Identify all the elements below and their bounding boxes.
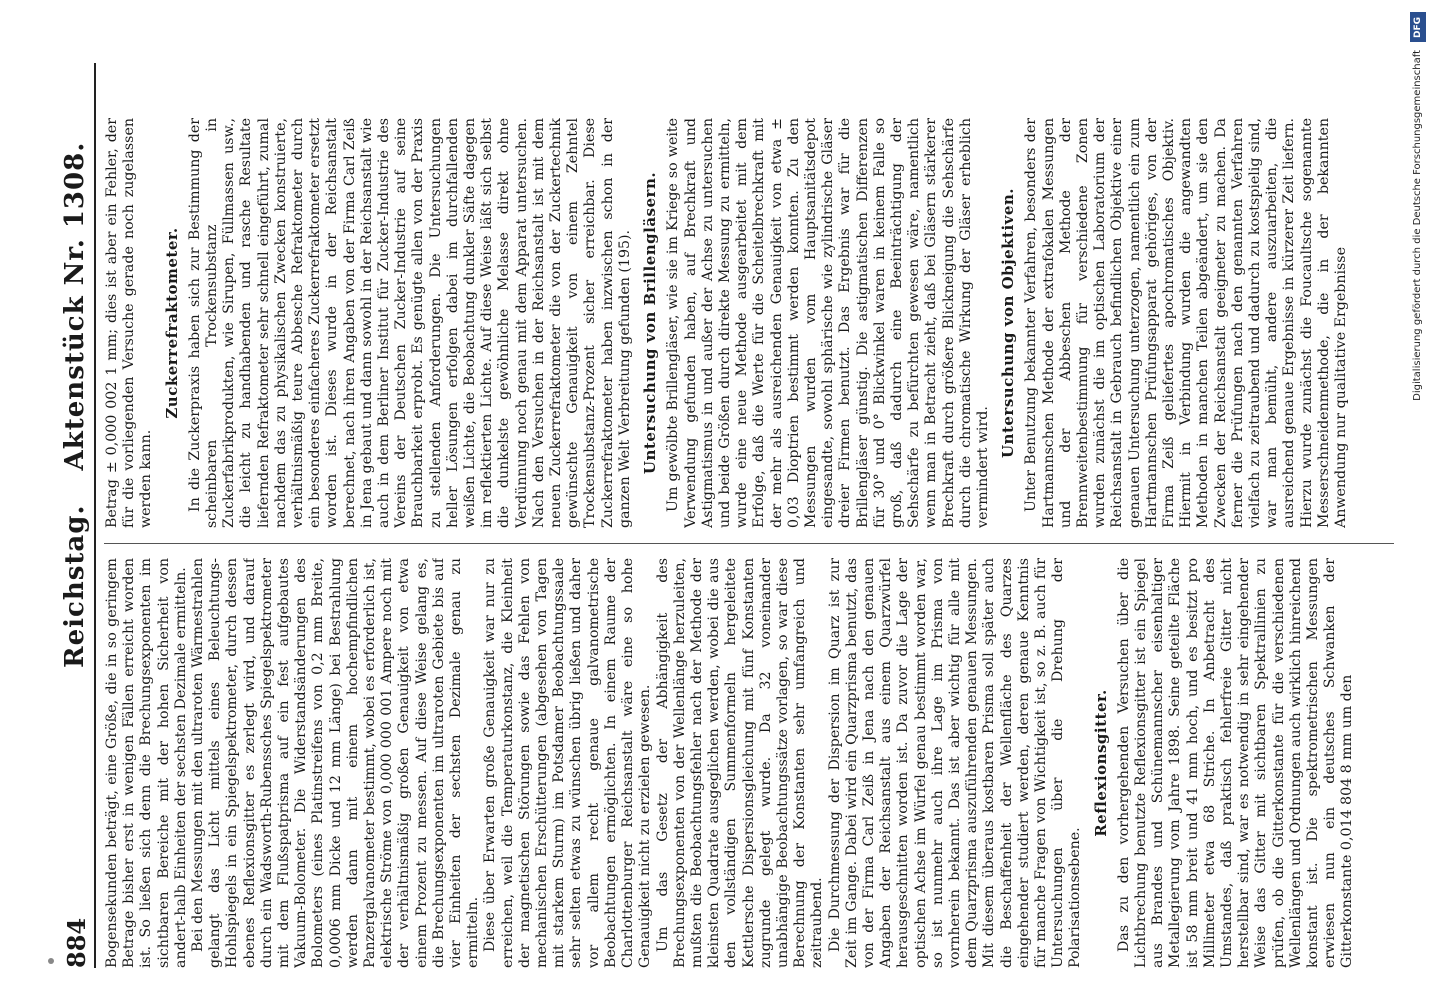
paragraph: Das zu den vorhergehenden Versuchen über die Lichtbrechung benutzte Reflexionsgitter ist ein Spiegel aus Brandes und Schünemannscher eisenhaltiger Metallegierung vom Jahre 1898. Seine geteilte Fläche ist 58 mm breit und 41 mm hoch, und es besitzt pro Millimeter etwa 68 Striche. In Anbetracht des Umstandes, daß praktisch fehlerfreie Gitter nicht herstellbar sind, war es notwendig in sehr eingehender Weise das Gitter mit sichtbaren Spektrallinien zu prüfen, ob die Gitterkonstante für die verschiedenen Wellenlängen und Ordnungen auch wirklich hinreichend konstant ist. Die spektrometrischen Messungen erwiesen nun ein deutsches Schwanken der Gitterkonstante 0,014 804 8 mm um den <box>1115 558 1356 968</box>
header-rule <box>94 63 96 968</box>
dfg-logo-icon: DFG <box>1410 12 1426 42</box>
paragraph: Unter Benutzung bekannter Verfahren, besonders der Hartmannschen Methode der extrafokalen Messungen und der Abbeschen Methode der Brennweitenbestimmung für verschiedene Zonen wurden zunächst die im optischen Laboratorium der Reichsanstalt in Gebrauch befindlichen Objektive einer genauen Untersuchung unterzogen, namentlich ein zum Hartmannschen Prüfungsapparat gehöriges, von der Firma Zeiß geliefertes apochromatisches Objektiv. Hiermit in Verbindung wurden die angewandten Methoden in manchen Teilen abgeändert, um sie den Zwecken der Reichsanstalt geeigneter zu machen. Da ferner die Prüfungen nach den genannten Verfahren vielfach zu zeitraubend und dadurch zu kostspielig sind, war man bemüht, andere auszuarbeiten, die ausreichend genaue Ergebnisse in kürzerer Zeit liefern. Hierzu wurde zunächst die Foucaultsche sogenannte Messerschneidenmethode, die in der bekannten Anwendung nur qualitative Ergebnisse <box>1023 118 1350 528</box>
section-heading: Zuckerrefraktometer. <box>162 227 181 419</box>
attribution-text: Digitalisierung gefördert durch die Deutsche Forschungsgemeinschaft <box>1412 50 1423 401</box>
running-title <box>60 142 90 668</box>
running-title-left: Reichstag. <box>60 504 90 668</box>
paragraph: Um gewölbte Brillengläser, wie sie im Kriege so weite Verwendung gefunden haben, auf Brechkraft und Astigmatismus in und außer der Achse zu untersuchen und beide Größen durch direkte Messung zu ermitteln, wurde eine neue Methode ausgearbeitet mit dem Erfolge, daß die Werte für die Scheitelbrechkraft mit der mehr als ausreichenden Genauigkeit von etwa ± 0,03 Dioptrien bestimmt werden konnten. Zu den Messungen wurden vom Hauptsanitätsdepot eingesandte, sowohl sphärische wie zylindrische Gläser dreier Firmen benutzt. Das Ergebnis war für die Brillengläser günstig. Die astigmatischen Differenzen für 30° und 0° Blickwinkel waren in keinem Falle so groß, daß dadurch eine Beeinträchtigung der Sehschärfe zu befürchten gewesen wäre, namentlich wenn man in Betracht zieht, daß bei Gläsern stärkerer Brechkraft durch größere Blickneigung die Sehschärfe durch die chromatische Wirkung der Gläser erheblich vermindert wird. <box>665 118 991 528</box>
paragraph: Um das Gesetz der Abhängigkeit des Brechungsexponenten von der Wellenlänge herzuleiten, mußten die Beobachtungsfehler nach der Methode der kleinsten Quadrate ausgeglichen werden, wobei die aus den vollständigen Summenformeln hergeleitete Kettlersche Dispersionsgleichung mit fünf Konstanten zugrunde gelegt wurde. Da 32 voneinander unabhängige Beobachtungssätze vorlagen, so war diese Berechnung der Konstanten sehr umfangreich und zeitraubend. <box>654 558 826 968</box>
paragraph: Betrag ± 0,000 002 1 mm; dies ist aber ein Fehler, der für die vorliegenden Versuche gerade noch zugelassen werden kann. <box>104 118 155 528</box>
section-heading: Untersuchung von Objektiven. <box>999 187 1018 459</box>
section-heading: Untersuchung von Brillengläsern. <box>641 171 660 475</box>
running-title-right: Aktenstück Nr. 1308. <box>60 141 90 471</box>
paragraph: In die Zuckerpraxis haben sich zur Bestimmung der scheinbaren Trockensubstanz in Zuckerfabrikprodukten, wie Sirupen, Füllmassen usw., die leicht zu handhabenden und rasche Resultate liefernden Refraktometer sehr schnell eingeführt, zumal nachdem das zu physikalischen Zwecken konstruierte, verhältnismäßig teure Abbesche Refraktometer durch ein besonderes einfacheres Zuckerrefraktometer ersetzt worden ist. Dieses wurde in der Reichsanstalt berechnet, nach ihren Angaben von der Firma Carl Zeiß in Jena gebaut und dann sowohl in der Reichsanstalt wie auch in dem Berliner Institut für Zucker-Industrie des Vereins der Deutschen Zucker-Industrie auf seine Brauchbarkeit erprobt. Es genügte allen von der Praxis zu stellenden Anforderungen. Die Untersuchungen heller Lösungen erfolgen dabei im durchfallenden weißen Lichte, die Beobachtung dunkler Säfte dagegen im reflektierten Lichte. Auf diese Weise läßt sich selbst die dunkelste gewöhnliche Melasse direkt ohne Verdünnung noch genau mit dem Apparat untersuchen. Nach den Versuchen in der Reichsanstalt ist mit dem neuen Zuckerrefraktometer die von der Zuckertechnik gewünschte Genauigkeit von einem Zehntel Trockensubstanz-Prozent sicher erreichbar. Diese Zuckerrefraktometer haben inzwischen schon in der ganzen Welt Verbreitung gefunden (195). <box>186 118 633 528</box>
paragraph: Bogensekunden beträgt, eine Größe, die in so geringem Betrage bisher erst in wenigen Fällen erreicht worden ist. So ließen sich denn die Brechungsexponenten im sichtbaren Bereiche mit der hohen Sicherheit von andert-halb Einheiten der sechsten Dezimale ermitteln. <box>104 558 189 968</box>
paragraph: Die Durchmessung der Dispersion im Quarz ist zur Zeit im Gange. Dabei wird ein Quarzprisma benutzt, das von der Firma Carl Zeiß in Jena nach den genauen Angaben der Reichsanstalt aus einem Quarzwürfel herausgeschnitten worden ist. Da zuvor die Lage der optischen Achse im Würfel genau bestimmt worden war, so ist nunmehr auch ihre Lage im Prisma von vornherein bekannt. Das ist aber wichtig für alle mit dem Quarzprisma auszuführenden genauen Messungen. Mit diesem überaus kostbaren Prisma soll später auch die Beschaffenheit der Wellenfläche des Quarzes eingehender studiert werden, deren genaue Kenntnis für manche Fragen von Wichtigkeit ist, so z. B. auch für Untersuchungen über die Drehung der Polarisationsebene. <box>826 558 1084 968</box>
column-divider <box>104 543 1394 544</box>
page-number: 884 <box>62 917 91 968</box>
section-heading: Reflexionsgitter. <box>1091 689 1110 837</box>
dfg-attribution <box>1410 6 1428 1006</box>
paragraph: Diese über Erwarten große Genauigkeit war nur zu erreichen, weil die Temperaturkonstanz, die Kleinheit der magnetischen Störungen sowie das Fehlen von mechanischen Erschütterungen (abgesehen von Tagen mit starkem Sturm) im Potsdamer Beobachtungssaale sehr selten etwas zu wünschen übrig ließen und daher vor allem recht genaue galvanometrische Beobachtungen ermöglichten. In einem Raume der Charlottenburger Reichsanstalt wäre eine so hohe Genauigkeit nicht zu erzielen gewesen. <box>482 558 654 968</box>
left-column <box>104 558 1394 968</box>
page-header <box>58 63 96 968</box>
document-page <box>58 63 1408 968</box>
right-column <box>104 118 1394 528</box>
scan-speck <box>48 958 54 964</box>
paragraph: Bei den Messungen mit den ultraroten Wärmestrahlen gelangt das Licht mittels eines Beleuchtungs-Hohlspiegels in ein Spiegelspektrometer, durch dessen ebenes Reflexionsgitter es zerlegt wird, und darauf durch ein Wadsworth-Rubenssches Spiegelspektrometer mit dem Flußspatprisma auf ein fest aufgebautes Vakuum-Bolometer. Die Widerstandsänderungen des Bolometers (eines Platinstreifens von 0,2 mm Breite, 0,0006 mm Dicke und 12 mm Länge) bei Bestrahlung werden dann mit einem hochempfindlichen Panzergalvanometer bestimmt, wobei es erforderlich ist, elektrische Ströme von 0,000 000 001 Ampere noch mit der verhältnismäßig großen Genauigkeit von etwa einem Prozent zu messen. Auf diese Weise gelang es, die Brechungsexponenten im ultraroten Gebiete bis auf vier Einheiten der sechsten Dezimale genau zu ermitteln. <box>190 558 482 968</box>
